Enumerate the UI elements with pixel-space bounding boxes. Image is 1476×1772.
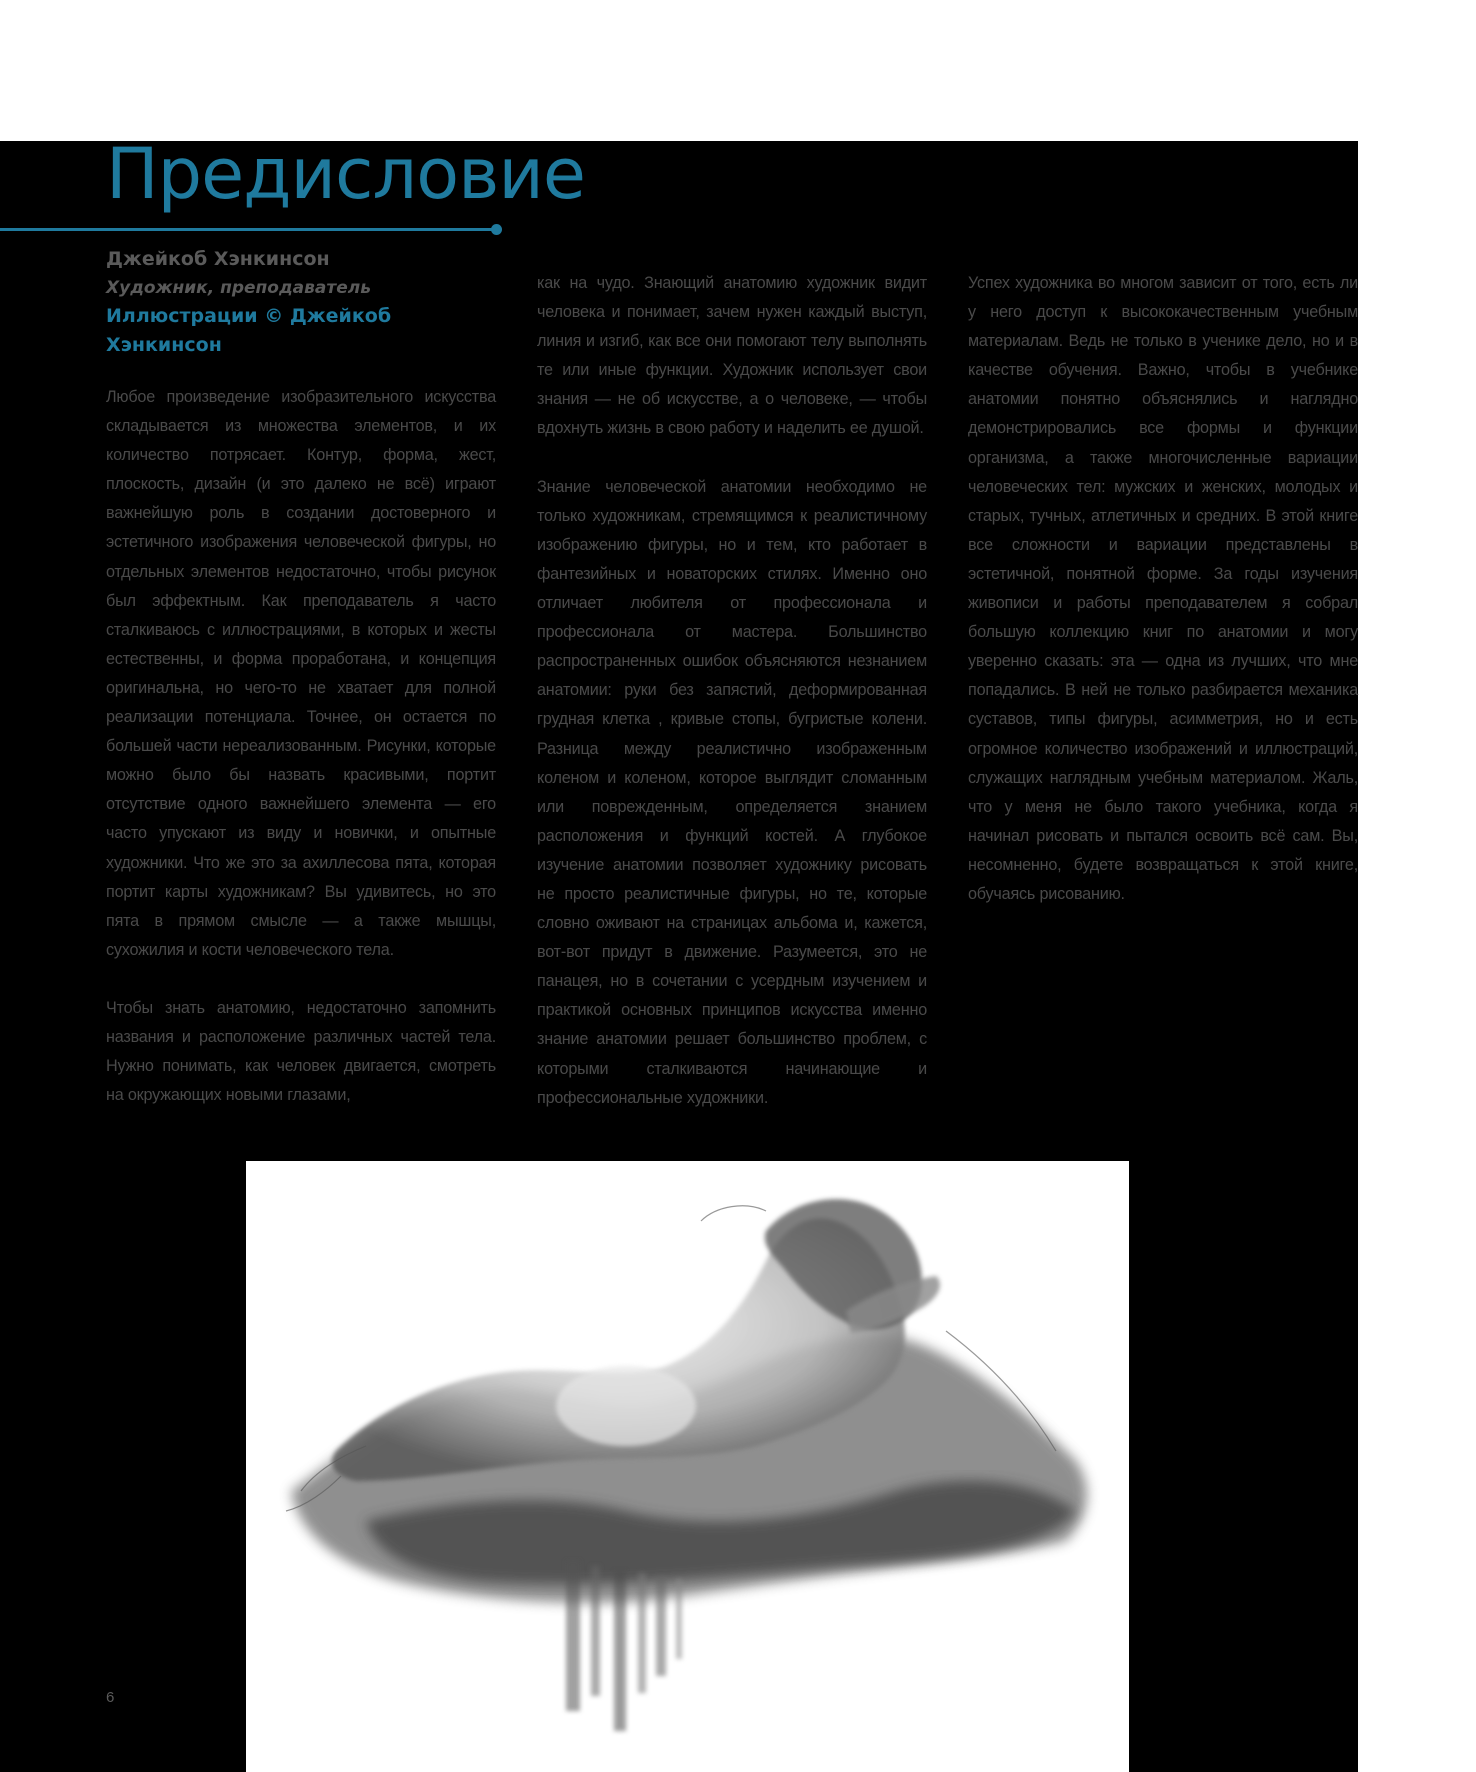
byline	[106, 244, 496, 360]
paragraph: Любое произведение изобразительного искусства складывается из множества элементов, и их количество потрясает. Контур, форма, жест, плоскость, дизайн (и это далеко не всё) играют важнейшую роль в создании достоверного и эстетичного изображения человеческой фигуры, но отдельных элементов недостаточно, чтобы рисунок был эффектным. Как преподаватель я часто сталкиваюсь с иллюстрациями, в которых и жесты естественны, и форма проработана, и концепция оригинальна, но чего-то не хватает для полной реализации потенциала. Точнее, он остается по большей части нереализованным. Рисунки, которые можно было бы назвать красивыми, портит отсутствие одного важнейшего элемента — его часто упускают из виду и новички, и опытные художники. Что же это за ахиллесова пята, которая портит карты художникам? Вы удивитесь, но это пята в прямом смысле — а также мышцы, сухожилия и кости человеческого тела.	[106, 388, 496, 959]
text-column-2	[537, 269, 927, 1142]
page-title: Предисловие	[106, 133, 585, 215]
byline-role: Художник, преподаватель	[106, 278, 371, 298]
paragraph: Знание человеческой анатомии необходимо не только художникам, стремящимся к реалистичному изображению фигуры, но и тем, кто работает в фантезийных и новаторских стилях. Именно оно отличает любителя от профессионала и профессионала от мастера. Большинство распространенных ошибок объясняются незнанием анатомии: руки без запястий, деформированная грудная клетка , кривые стопы, бугристые колени. Разница между реалистично изображенным коленом и коленом, которое выглядит сломанным или поврежденным, определяется знанием расположения и функций костей. А глубокое изучение анатомии позволяет художнику рисовать не просто реалистичные фигуры, но те, которые словно оживают на страницах альбома и, кажется, вот-вот придут в движение. Разумеется, это не панацея, но в сочетании с усердным изучением и практикой основных принципов искусства именно знание анатомии решает большинство проблем, с которыми сталкиваются начинающие и профессиональные художники.	[537, 477, 927, 1107]
title-underline	[0, 228, 496, 231]
reclining-figure-drawing	[246, 1161, 1129, 1772]
byline-author: Джейкоб Хэнкинсон	[106, 248, 330, 270]
paragraph: Успех художника во многом зависит от того, есть ли у него доступ к высококачественным учебным материалам. Ведь не только в ученике дело, но и в качестве обучения. Важно, чтобы в учебнике анатомии понятно объяснялись и наглядно демонстрировались все формы и функции организма, а также многочисленные вариации человеческих тел: мужских и женских, молодых и старых, тучных, атлетичных и средних. В этой книге все сложности и вариации представлены в эстетичной, понятной форме. За годы изучения живописи и работы преподавателем я собрал большую коллекцию книг по анатомии и могу уверенно сказать: эта — одна из лучших, что мне попадались. В ней не только разбирается механика суставов, типы фигуры, асимметрия, но и есть огромное количество изображений и иллюстраций, служащих наглядным учебным материалом. Жаль, что у меня не было такого учебника, когда я начинал рисовать и пытался освоить всё сам. Вы, несомненно, будете возвращаться к этой книге, обучаясь рисованию.	[968, 274, 1358, 903]
paragraph: как на чудо. Знающий анатомию художник видит человека и понимает, зачем нужен каждый выступ, линия и изгиб, как все они помогают телу выполнять те или иные функции. Художник использует свои знания — не об искусстве, а о человеке, — чтобы вдохнуть жизнь в свою работу и наделить ее душой.	[537, 274, 927, 438]
page-number: 6	[106, 1689, 115, 1706]
text-column-1	[106, 383, 496, 1139]
byline-credit: Иллюстрации © Джейкоб Хэнкинсон	[106, 305, 392, 356]
charcoal-drawing-illustration	[246, 1161, 1129, 1772]
text-column-3	[968, 269, 1358, 938]
title-underline-dot	[491, 224, 502, 235]
paragraph: Чтобы знать анатомию, недостаточно запомнить названия и расположение различных частей тела. Нужно понимать, как человек двигается, смотреть на окружающих новыми глазами,	[106, 998, 496, 1105]
